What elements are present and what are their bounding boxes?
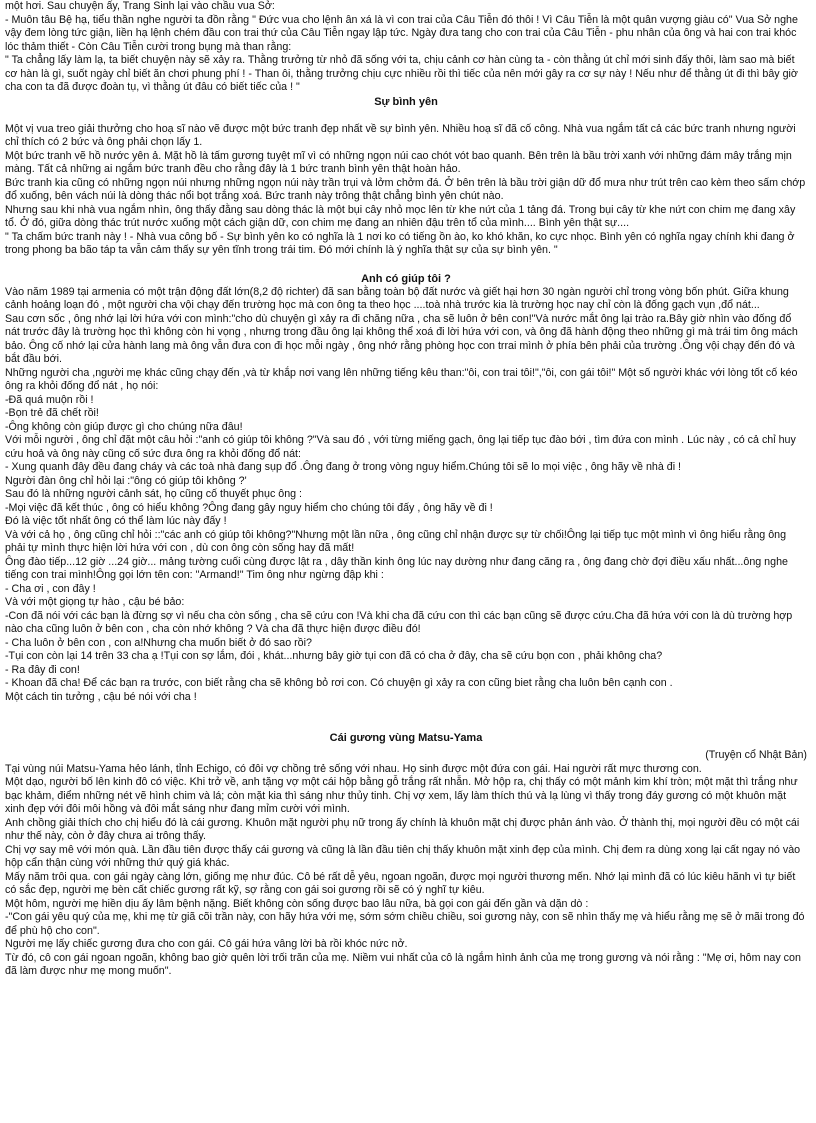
paragraph: Một dạo, người bố lên kinh đô có việc. Khi trở về, anh tặng vợ một cái hộp bằng gỗ trắng rất nhẵn. Mở hộp ra, chị thấy có một mảnh kim khí tròn; một mặt thì trắng như bạc khảm, điểm những nét vẽ hình chim và lá; còn mặt kia thì sáng như thủy tinh. Chị vợ xem, lấy làm thích thú và lạ lùng vì thấy trong đáy gương có một khuôn mặt xinh đẹp với đôi môi hồng và đôi mắt sáng như đang mỉm cười với mình. [5, 776, 798, 815]
paragraph: -Con đã nói với các bạn là đừng sợ vì nếu cha còn sống , cha sẽ cứu con !Và khi cha đã cứu con thì các bạn cũng sẽ được cứu.Cha đã hứa với con là dù trường hợp nào cha cũng luôn ở bên con , cha còn nhớ không ? Và cha đã thực hiện được điều đó! [5, 609, 793, 635]
story-cai-guong [5, 731, 807, 979]
paragraph: -Bọn trẻ đã chết rồi! [5, 407, 99, 419]
story-attribution: (Truyện cổ Nhật Bản) [705, 749, 807, 761]
story-su-binh-yen [5, 95, 807, 258]
paragraph: " Ta chẳng lấy làm lạ, ta biết chuyện này sẽ xảy ra. Thằng trưởng từ nhỏ đã sống với ta, chịu cảnh cơ hàn cùng ta - còn thằng út chỉ mới sinh đấy thôi, làm sao mà biết cơ hàn là gì, suốt ngày chỉ biết ăn chơi phung phí ! - Than ôi, thằng trưởng chịu cực nhiều rồi thì tiếc của nên mới gây ra cơ sự này ! Nếu như để thằng út đi thì bây giờ cha con ta đã được đoàn tụ, vì thằng út đâu có biết tiếc của ! " [5, 54, 798, 93]
paragraph: Chị vợ say mê với món quà. Lần đầu tiên được thấy cái gương và cũng là lần đầu tiên chị thấy khuôn mặt xinh đẹp của mình. Chị đem ra dùng xong lại cất ngay nó vào hộp cẩn thận cùng với những thứ quý giá khác. [5, 843, 801, 869]
paragraph: Một bức tranh vẽ hồ nước yên ả. Mặt hồ là tấm gương tuyệt mĩ vì có những ngọn núi cao chót vót bao quanh. Bên trên là bầu trời xanh với những đám mây trắng mịn màng. Tất cả những ai ngắm bức tranh đều cho rằng đây là 1 bức tranh bình yên thật hoàn hảo. [5, 149, 792, 175]
paragraph: -Tụi con còn lại 14 trên 33 cha ạ !Tụi con sợ lắm, đói , khát...nhưng bây giờ tụi con đã có cha ở đây, cha sẽ cứu bọn con , phải không cha? [5, 650, 663, 662]
paragraph: - Cha luôn ở bên con , con a!Nhưng cha muốn biết ở đó sao rồi? [5, 636, 312, 649]
paragraph: Và với một giọng tự hào , cậu bé bảo: [5, 596, 185, 608]
story-continuation [5, 0, 807, 95]
paragraph: một hơi. Sau chuyện ấy, Trang Sinh lại vào chầu vua Sở: [5, 0, 275, 12]
paragraph: Người mẹ lấy chiếc gương đưa cho con gái. Cô gái hứa vâng lời bà rồi khóc nức nở. [5, 938, 408, 950]
story-title: Anh có giúp tôi ? [361, 272, 451, 285]
paragraph: Một vị vua treo giải thưởng cho hoạ sĩ nào vẽ được một bức tranh đẹp nhất về sự bình yên. Nhiều hoạ sĩ đã cố công. Nhà vua ngắm tất cả các bức tranh nhưng người chỉ thích có 2 bức và ông phải chọn lấy 1. [5, 122, 796, 148]
paragraph: - Ra đây đi con! [5, 663, 80, 676]
paragraph: Tại vùng núi Matsu-Yama hẻo lánh, tỉnh Echigo, có đôi vợ chồng trẻ sống với nhau. Họ sinh được một đứa con gái. Hai người rất mực thương con. [5, 762, 702, 775]
story-title: Sự bình yên [374, 95, 438, 108]
paragraph: Ông đào tiếp...12 giờ ...24 giờ... mảng tường cuối cùng được lật ra , dây thần kinh ông lúc nay dường như đang căng ra , ông đang chờ đợi điều xấu nhất...ông nghe tiếng con trai mình!Ông gọi lớn tên con: "Armand!" Tim ông như ngừng đập khi : [5, 555, 788, 581]
paragraph: Từ đó, cô con gái ngoan ngoãn, không bao giờ quên lời trối trăn của mẹ. Niềm vui nhất của cô là ngắm hình ảnh của mẹ trong gương và nói rằng : "Mẹ ơi, hôm nay con đã làm được như mẹ mong muốn". [5, 951, 801, 977]
paragraph: Bức tranh kia cũng có những ngọn núi nhưng những ngọn núi này trần trụi và lởm chởm đá. Ở bên trên là bầu trời giận dữ đổ mưa như trút trên cao kèm theo sấm chớp đổ xuống, bên vách núi là dòng thác nổi bọt trắng xoá. Bức tranh này trông thật chẳng bình yên chút nào. [5, 176, 806, 202]
paragraph: - Khoan đã cha! Để các bạn ra trước, con biết rằng cha sẽ không bỏ rơi con. Có chuyện gì xảy ra con cũng biet rằng cha luôn bên cạnh con . [5, 677, 673, 689]
paragraph: Anh chồng giải thích cho chị hiểu đó là cái gương. Khuôn mặt người phụ nữ trong ấy chính là khuôn mặt chị được phản ánh vào. Ở thành thị, mọi người đều có một cái như thế này, còn ở đây chưa ai trông thấy. [5, 816, 800, 842]
paragraph: -Đã quá muộn rồi ! [5, 393, 94, 406]
paragraph: -Mọi việc đã kết thúc , ông có hiểu không ?Ông đang gây nguy hiểm cho chúng tôi đấy , ông hãy về đi ! [5, 501, 493, 514]
paragraph: Đó là việc tốt nhất ông có thể làm lúc này đấy ! [5, 515, 227, 527]
paragraph: -Ông không còn giúp được gì cho chúng nữa đâu! [5, 420, 243, 433]
paragraph: Sau cơn sốc , ông nhớ lại lời hứa với con mình:"cho dù chuyện gì xảy ra đi chăng nữa , cha sẽ luôn ở bên con!"Và nước mắt ông lại trào ra.Bây giờ nhìn vào đống đổ nát trước đây là trường học thì không còn hi vọng , nhưng trong đầu ông lại không thể xoá đi lời hứa với con, và ông đã hành động theo những gì mà trái tim ông mách bảo. Ông cố nhớ lại cửa hành lang mà ông vẫn đưa con đi học mỗi ngày , ông nhớ rằng phòng học con trrai mình ở phía bên phải của trường .Ông vội chạy đến đó và bắt đầu bới. [5, 312, 798, 365]
paragraph: Người đàn ông chỉ hỏi lại :"ông có giúp tôi không ?' [5, 474, 247, 487]
paragraph: Vào năm 1989 tại armenia có một trận động đất lớn(8,2 độ richter) đã san bằng toàn bộ đất nước và giết hại hơn 30 ngàn người chỉ trong vòng bốn phút. Giữa khung cảnh hoảng loạn đó , một người cha vội chạy đến trường học mà con ông ta theo học ....toà nhà trước kia là trường học nay chỉ còn là đống gạch vụn ,đổ nát... [5, 285, 789, 311]
paragraph: " Ta chấm bức tranh này ! - Nhà vua công bố - Sự bình yên ko có nghĩa là 1 nơi ko có tiếng ồn ào, ko khó khăn, ko cực nhọc. Bình yên có nghĩa ngay chính khi đang ở trong phong ba bão táp ta vẫn cảm thấy sự yên tĩnh trong trái tim. Đó mới chính là ý nghĩa thật sự của sự bình yên. " [5, 230, 795, 256]
paragraph: - Cha ơi , con đây ! [5, 582, 96, 595]
paragraph: Một cách tin tưởng , cậu bé nói với cha ! [5, 690, 197, 703]
paragraph: Mấy năm trôi qua. con gái ngày càng lớn, giống mẹ như đúc. Cô bé rất dễ yêu, ngoan ngoãn, được mọi người thương mến. Nhớ lại mình đã có lúc kiêu hãnh vì tự biết có sắc đẹp, người mẹ bèn cất chiếc gương rất kỹ, sợ rằng con gái soi gương rồi sẽ có ý nghĩ tự kiêu. [5, 870, 796, 896]
story-anh-co-giup-toi [5, 272, 807, 705]
paragraph: - Xung quanh đây đều đang cháy và các toà nhà đang sụp đổ .Ông đang ở trong vòng nguy hiểm.Chúng tôi sẽ lo mọi việc , ông hãy về nhà đi ! [5, 461, 682, 473]
paragraph: -"Con gái yêu quý của mẹ, khi mẹ từ giã cõi trần này, con hãy hứa với mẹ, sớm sớm chiều chiều, soi gương này, con sẽ nhìn thấy mẹ và hiểu rằng mẹ sẽ ở mãi trong đó để phù hộ cho con". [5, 911, 805, 937]
paragraph: - Muôn tâu Bệ hạ, tiểu thần nghe người ta đồn rằng " Đức vua cho lệnh ân xá là vì con trai của Câu Tiễn đó thôi ! Vì Câu Tiễn là một quân vượng giàu có" Vua Sở nghe vậy đem lòng tức giận, liền hạ lệnh chém đầu con trai thứ của Câu Tiễn ngay lập tức. Ngày đưa tang cho con trai của Câu Tiễn - phu nhân của ông và hai con trai khóc lóc thảm thiết - Còn Câu Tiễn cười trong bụng mà than rằng: [5, 13, 798, 53]
paragraph: Những người cha ,người mẹ khác cũng chạy đến ,và từ khắp nơi vang lên những tiếng kêu than:"ôi, con trai tôi!","ôi, con gái tôi!" Một số người khác với lòng tốt cố kéo ông ra khỏi đống đổ nát , họ nói: [5, 366, 798, 392]
paragraph: Một hôm, người mẹ hiền dịu ấy lâm bệnh nặng. Biết không còn sống được bao lâu nữa, bà gọi con gái đến gần và dặn dò : [5, 897, 589, 910]
paragraph: Nhưng sau khi nhà vua ngắm nhìn, ông thấy đằng sau dòng thác là một bụi cây nhỏ mọc lên từ khe nứt của 1 tảng đá. Trong bụi cây từ khe nứt con chim mẹ đang xây tổ. Ở đó, giữa dòng thác trút nước xuống một cách giận dữ, con chim mẹ đang an nhiên đậu trên tổ của mình.... Bình yên thật sự.... [5, 203, 796, 229]
paragraph: Và với cả họ , ông cũng chỉ hỏi ::"các anh có giúp tôi không?"Nhưng một lần nữa , ông cũng chỉ nhận được sự từ chối!Ông lại tiếp tục một mình vì ông hiểu rằng ông phải tự mình thực hiện lời hứa với con , dù con ông còn sống hay đã mất! [5, 528, 787, 554]
story-title: Cái gương vùng Matsu-Yama [329, 732, 483, 744]
paragraph: Với mỗi người , ông chỉ đặt một câu hỏi :"anh có giúp tôi không ?"Và sau đó , với từng miếng gạch, ông lại tiếp tục đào bới , tìm đứa con mình . Lúc này , có cả chỉ huy cứu hoả và ông này cũng cố sức đưa ông ra khỏi đống đổ nát: [5, 434, 796, 460]
paragraph: Sau đó là những người cảnh sát, họ cũng cố thuyết phục ông : [5, 488, 303, 500]
